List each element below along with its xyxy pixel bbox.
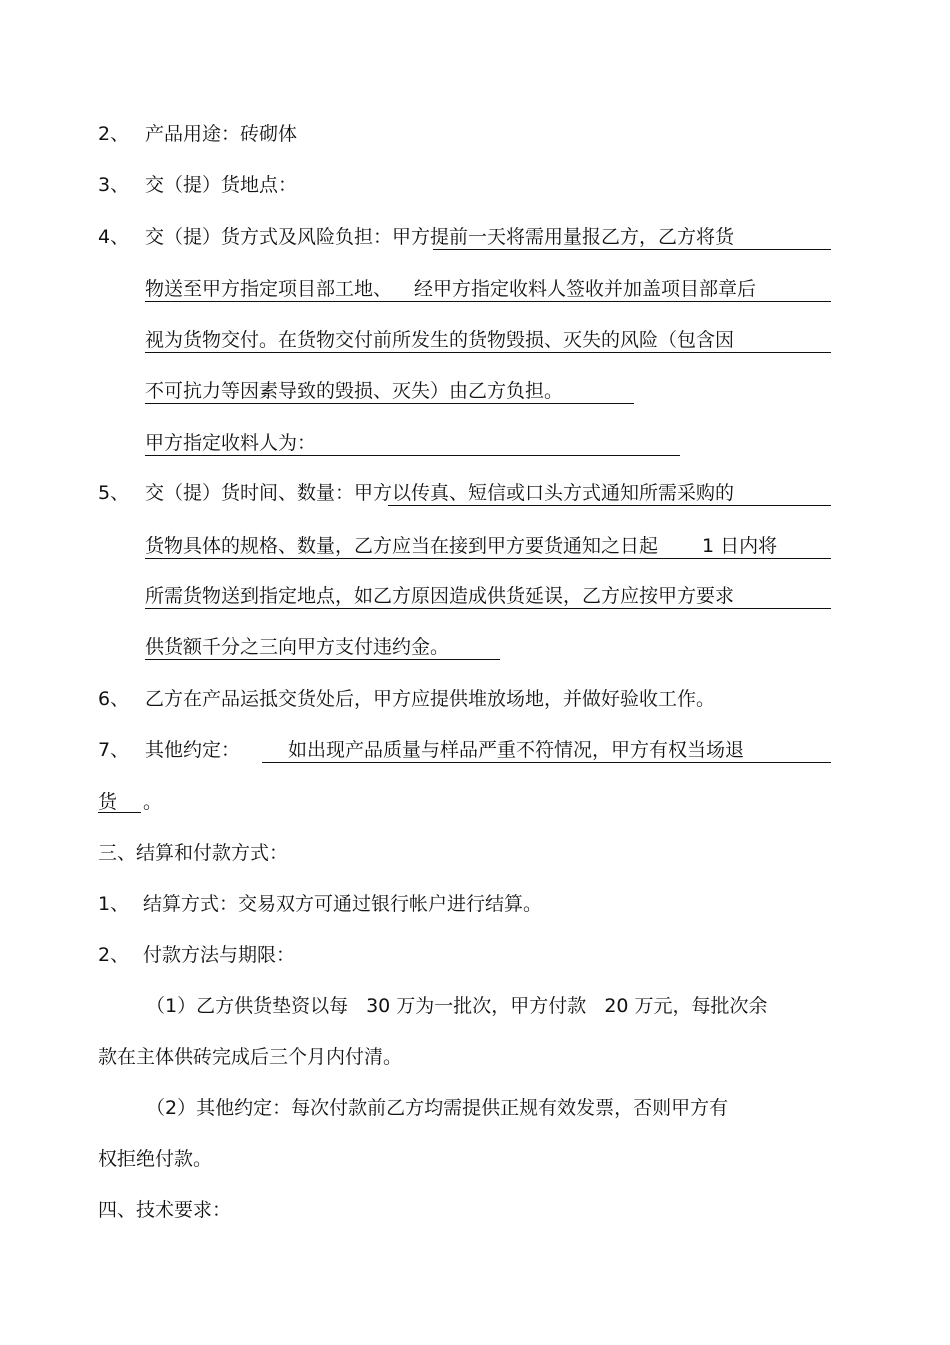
payment-item-2 — [98, 942, 295, 968]
item-text: 1 日内将 — [702, 535, 778, 557]
sub-text: （1）乙方供货垫资以每 — [146, 995, 349, 1017]
item-text: 不可抗力等因素导致的毁损、灭失）由乙方负担。 — [145, 380, 564, 402]
payment-sub-2: （2）其他约定：每次付款前乙方均需提供正规有效发票，否则甲方有 — [146, 1097, 729, 1119]
item-5-line-2 — [145, 533, 777, 559]
item-number: 5、 — [98, 482, 130, 504]
item-number: 4、 — [98, 226, 130, 248]
item-number: 6、 — [98, 688, 130, 710]
item-text: 物送至甲方指定项目部工地、 — [145, 278, 393, 300]
item-3 — [98, 172, 297, 198]
item-label: 交（提）货时间、数量： — [145, 482, 355, 504]
item-7-line-1 — [98, 737, 744, 763]
item-5-line-4 — [145, 634, 449, 660]
item-4-line-3 — [145, 327, 734, 353]
underline — [433, 249, 831, 250]
item-4-line-4 — [145, 378, 563, 404]
item-text: 交（提）货地点： — [145, 174, 298, 196]
section-3-heading: 三、结算和付款方式： — [98, 842, 289, 864]
underline — [145, 608, 831, 609]
item-number: 2、 — [98, 944, 130, 966]
item-2 — [98, 121, 297, 147]
item-text: 甲方指定收料人为： — [145, 432, 317, 454]
underline — [145, 558, 831, 559]
sub-text: 30 万为一批次，甲方付款 — [366, 995, 587, 1017]
underline — [145, 352, 831, 353]
item-number: 3、 — [98, 174, 130, 196]
item-4-line-2 — [145, 276, 756, 302]
item-text: 乙方在产品运抵交货处后，甲方应提供堆放场地，并做好验收工作。 — [145, 688, 716, 710]
item-text: 甲方提前一天将需用量报乙方，乙方将货 — [392, 226, 735, 248]
item-text: 付款方法与期限： — [143, 944, 296, 966]
item-label: 其他约定： — [145, 739, 241, 761]
sub-text: 20 万元，每批次余 — [604, 995, 768, 1017]
underline — [145, 301, 831, 302]
underline — [145, 403, 634, 404]
item-number: 2、 — [98, 123, 130, 145]
item-text: 货 — [98, 791, 118, 813]
item-text: 所需货物送到指定地点，如乙方原因造成供货延误，乙方应按甲方要求 — [145, 585, 735, 607]
item-text: 供货额千分之三向甲方支付违约金。 — [145, 636, 450, 658]
underline — [262, 762, 831, 763]
item-number: 7、 — [98, 739, 130, 761]
item-4-line-5 — [145, 430, 316, 456]
underline — [145, 659, 500, 660]
item-text: 。 — [143, 791, 163, 813]
item-6 — [98, 686, 715, 712]
item-text: 经甲方指定收料人签收并加盖项目部章后 — [414, 278, 757, 300]
item-text: 产品用途：砖砌体 — [145, 123, 298, 145]
payment-sub-1 — [146, 993, 768, 1019]
payment-sub-1-cont: 款在主体供砖完成后三个月内付清。 — [98, 1046, 403, 1068]
item-5-line-3 — [145, 583, 734, 609]
underline — [98, 812, 141, 813]
item-text: 甲方以传真、短信或口头方式通知所需采购的 — [354, 482, 735, 504]
payment-item-1 — [98, 891, 542, 917]
item-label: 交（提）货方式及风险负担： — [145, 226, 393, 248]
item-4-line-1 — [98, 224, 734, 250]
underline — [388, 505, 831, 506]
payment-sub-2-cont: 权拒绝付款。 — [98, 1148, 213, 1170]
item-number: 1、 — [98, 893, 130, 915]
item-text: 视为货物交付。在货物交付前所发生的货物毁损、灭失的风险（包含因 — [145, 329, 735, 351]
section-4-heading: 四、技术要求： — [98, 1199, 232, 1221]
item-text: 如出现产品质量与样品严重不符情况，甲方有权当场退 — [288, 739, 745, 761]
underline — [145, 455, 680, 456]
item-5-line-1 — [98, 480, 734, 506]
item-text: 货物具体的规格、数量，乙方应当在接到甲方要货通知之日起 — [145, 535, 659, 557]
item-text: 结算方式：交易双方可通过银行帐户进行结算。 — [143, 893, 543, 915]
